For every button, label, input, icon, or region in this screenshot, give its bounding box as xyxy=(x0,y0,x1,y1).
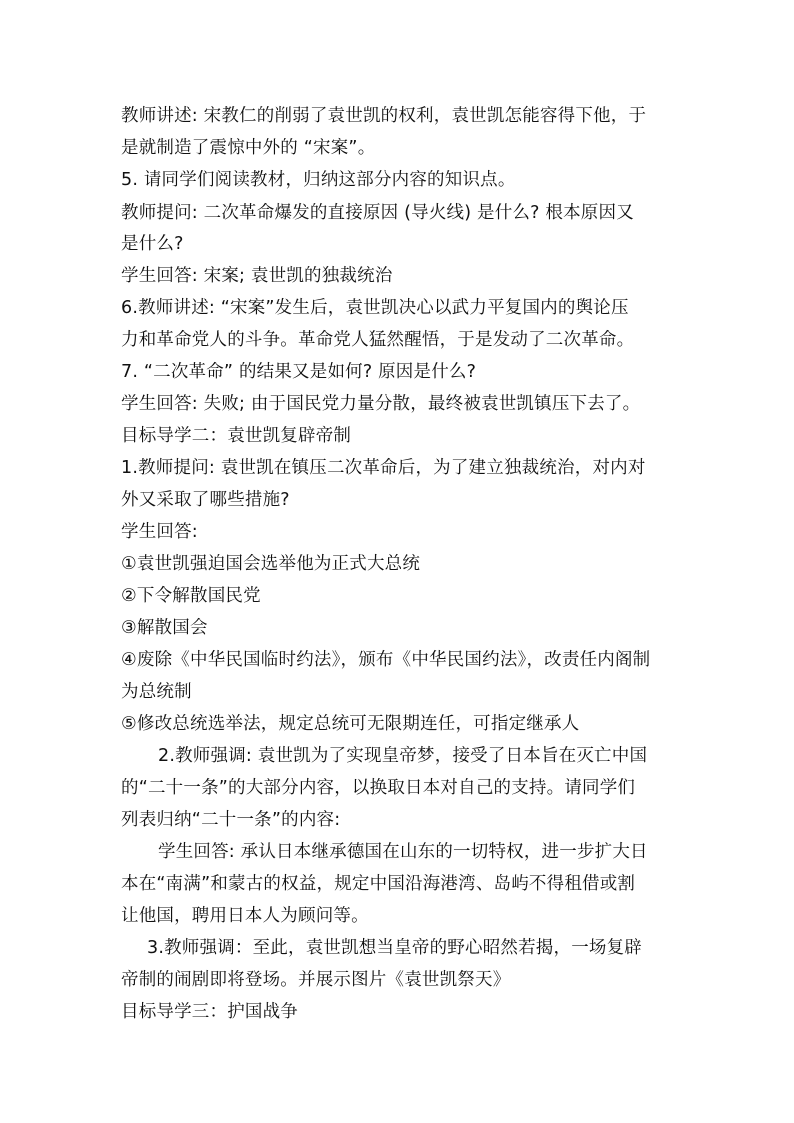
paragraph-line: 外又采取了哪些措施? xyxy=(121,490,290,510)
paragraph-line: 5. 请同学们阅读教材，归纳这部分内容的知识点。 xyxy=(121,170,516,190)
list-item: ①袁世凯强迫国会选举他为正式大总统 xyxy=(121,554,421,574)
paragraph-line: 2.教师强调: 袁世凯为了实现皇帝梦，接受了日本旨在灭亡中国 xyxy=(158,746,648,766)
paragraph-line: 教师提问: 二次革命爆发的直接原因 (导火线) 是什么? 根本原因又 xyxy=(121,203,634,223)
section-heading: 目标导学二：袁世凯复辟帝制 xyxy=(121,426,352,446)
paragraph-line: 教师讲述: 宋教仁的削弱了袁世凯的权利，袁世凯怎能容得下他，于 xyxy=(121,106,647,126)
paragraph-line: 列表归纳“二十一条”的内容: xyxy=(121,810,341,830)
paragraph-line: 帝制的闹剧即将登场。并展示图片《袁世凯祭天》 xyxy=(121,970,511,990)
section-heading: 目标导学三：护国战争 xyxy=(121,1002,298,1022)
paragraph-line: 是什么? xyxy=(121,234,184,254)
paragraph-line: 学生回答: 宋案; 袁世凯的独裁统治 xyxy=(121,266,393,286)
paragraph-line: 力和革命党人的斗争。革命党人猛然醒悟，于是发动了二次革命。 xyxy=(121,330,635,350)
paragraph-line: 1.教师提问: 袁世凯在镇压二次革命后，为了建立独裁统治，对内对 xyxy=(121,458,646,478)
list-item: 为总统制 xyxy=(121,682,192,702)
list-item: ④废除《中华民国临时约法》，颁布《中华民国约法》，改责任内阁制 xyxy=(121,650,651,670)
list-item: ⑤修改总统选举法，规定总统可无限期连任，可指定继承人 xyxy=(121,714,580,734)
paragraph-line: 3.教师强调：至此，袁世凯想当皇帝的野心昭然若揭，一场复辟 xyxy=(147,938,642,958)
paragraph-line: 学生回答: xyxy=(121,522,198,542)
paragraph-line: 6.教师讲述: “宋案”发生后，袁世凯决心以武力平复国内的舆论压 xyxy=(121,298,629,318)
paragraph-line: 本在“南满”和蒙古的权益，规定中国沿海港湾、岛屿不得租借或割 xyxy=(121,874,636,894)
paragraph-line: 的“二十一条”的大部分内容，以换取日本对自己的支持。请同学们 xyxy=(121,778,636,798)
paragraph-line: 是就制造了震惊中外的 “宋案”。 xyxy=(121,138,376,158)
list-item: ③解散国会 xyxy=(121,618,208,638)
paragraph-line: 学生回答: 承认日本继承德国在山东的一切特权，进一步扩大日 xyxy=(158,842,648,862)
list-item: ②下令解散国民党 xyxy=(121,586,261,606)
paragraph-line: 学生回答: 失败; 由于国民党力量分散，最终被袁世凯镇压下去了。 xyxy=(121,394,641,414)
paragraph-line: 7. “二次革命” 的结果又是如何? 原因是什么? xyxy=(121,362,477,382)
paragraph-line: 让他国，聘用日本人为顾问等。 xyxy=(121,906,369,926)
